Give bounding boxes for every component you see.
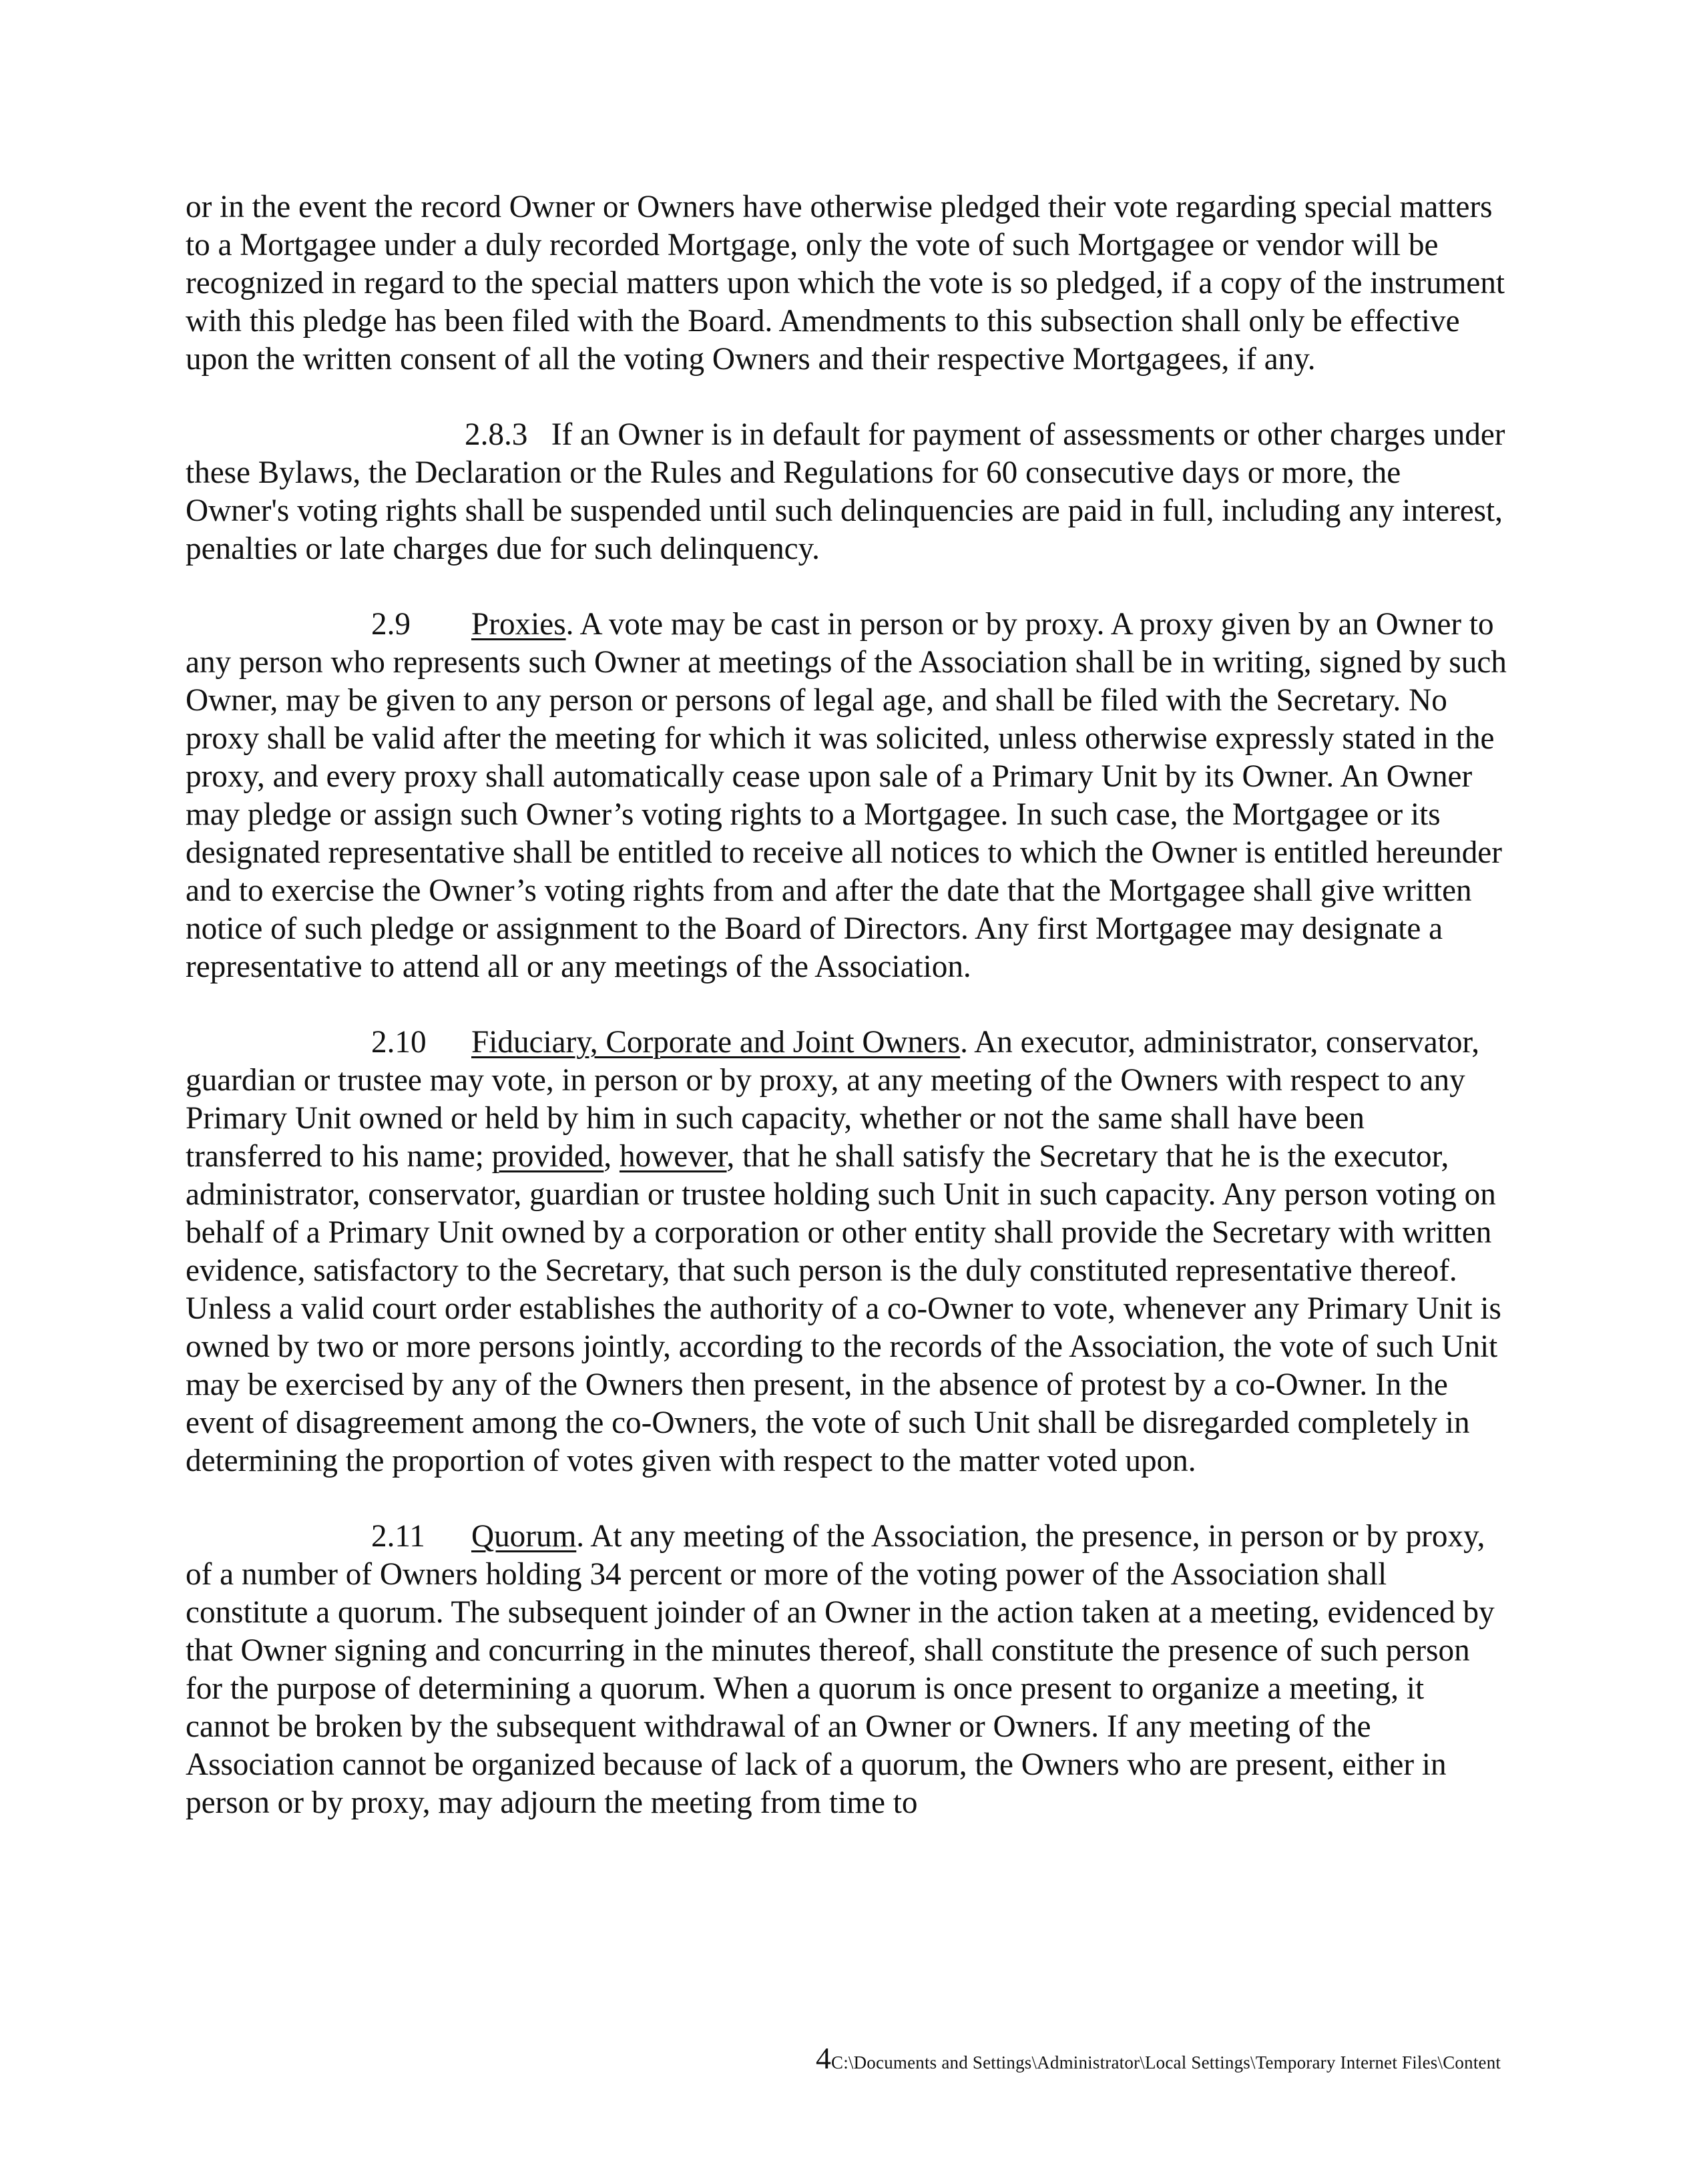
paragraph-text: or in the event the record Owner or Owners have otherwise pledged their vote regarding special matters to a Mortgagee under a duly recorded Mortgage, only the vote of such Mortgagee or vendor will be recognized in regard to the special matters upon which the vote is so pledged, if a copy of the instrument with this pledge has been filed with the Board. Amendments to this subsection shall only be effective upon the written consent of all the voting Owners and their respective Mortgagees, if any. xyxy=(186,190,1505,377)
page-footer xyxy=(816,2040,1701,2076)
section-2-10-fiduciary-owners xyxy=(186,1024,1507,1480)
section-2-9-proxies xyxy=(186,606,1507,986)
section-heading: Proxies xyxy=(471,607,566,642)
page-number: 4 xyxy=(816,2041,831,2075)
section-text: . An executor, administrator, conservator, guardian or trustee may vote, in person or by proxy, at any meeting of the Owners with respect to any Primary Unit owned or held by him in such capacity, whether or not the same shall have been transferred to his name; xyxy=(186,1025,1480,1174)
paragraph-voting-pledge xyxy=(186,188,1507,379)
section-number: 2.11 xyxy=(371,1519,425,1554)
section-2-11-quorum xyxy=(186,1518,1507,1822)
section-text: . A vote may be cast in person or by proxy. A proxy given by an Owner to any person who represents such Owner at meetings of the Association shall be in writing, signed by such Owner, may be given to any person or persons of legal age, and shall be filed with the Secretary. No proxy shall be valid after the meeting for which it was solicited, unless otherwise expressly stated in the proxy, and every proxy shall automatically cease upon sale of a Primary Unit by its Owner. An Owner may pledge or assign such Owner’s voting rights to a Mortgagee. In such case, the Mortgagee or its designated representative shall be entitled to receive all notices to which the Owner is entitled hereunder and to exercise the Owner’s voting rights from and after the date that the Mortgagee shall give written notice of such pledge or assignment to the Board of Directors. Any first Mortgagee may designate a representative to attend all or any meetings of the Association. xyxy=(186,607,1507,984)
however-term: however xyxy=(619,1139,727,1174)
section-heading: Quorum xyxy=(471,1519,577,1554)
provided-term: provided xyxy=(491,1139,604,1174)
section-text: If an Owner is in default for payment of assessments or other charges under these Bylaws, the Declaration or the Rules and Regulations for 60 consecutive days or more, the Owner's voting rights shall be suspended until such delinquencies are paid in full, including any interest, penalties or late charges due for such delinquency. xyxy=(186,417,1505,566)
section-number: 2.9 xyxy=(371,607,411,642)
section-heading: Fiduciary, Corporate and Joint Owners xyxy=(471,1025,961,1060)
section-2-8-3 xyxy=(186,416,1507,568)
document-body xyxy=(186,188,1507,1860)
term-separator: , xyxy=(603,1139,620,1174)
section-number: 2.8.3 xyxy=(465,417,528,452)
file-path: C:\Documents and Settings\Administrator\Local Settings\Temporary Internet Files\Content xyxy=(831,2052,1501,2072)
section-text: . At any meeting of the Association, the presence, in person or by proxy, of a number of Owners holding 34 percent or more of the voting power of the Association shall constitute a quorum. The subsequent joinder of an Owner in the action taken at a meeting, evidenced by that Owner signing and concurring in the minutes thereof, shall constitute the presence of such person for the purpose of determining a quorum. When a quorum is once present to organize a meeting, it cannot be broken by the subsequent withdrawal of an Owner or Owners. If any meeting of the Association cannot be organized because of lack of a quorum, the Owners who are present, either in person or by proxy, may adjourn the meeting from time to xyxy=(186,1519,1495,1820)
section-text-continued: , that he shall satisfy the Secretary that he is the executor, administrator, conservator, guardian or trustee holding such Unit in such capacity. Any person voting on behalf of a Primary Unit owned by a corporation or other entity shall provide the Secretary with written evidence, satisfactory to the Secretary, that such person is the duly constituted representative thereof. Unless a valid court order establishes the authority of a co-Owner to vote, whenever any Primary Unit is owned by two or more persons jointly, according to the records of the Association, the vote of such Unit may be exercised by any of the Owners then present, in the absence of protest by a co-Owner. In the event of disagreement among the co-Owners, the vote of such Unit shall be disregarded completely in determining the proportion of votes given with respect to the matter voted upon. xyxy=(186,1139,1501,1478)
section-number: 2.10 xyxy=(371,1025,427,1060)
